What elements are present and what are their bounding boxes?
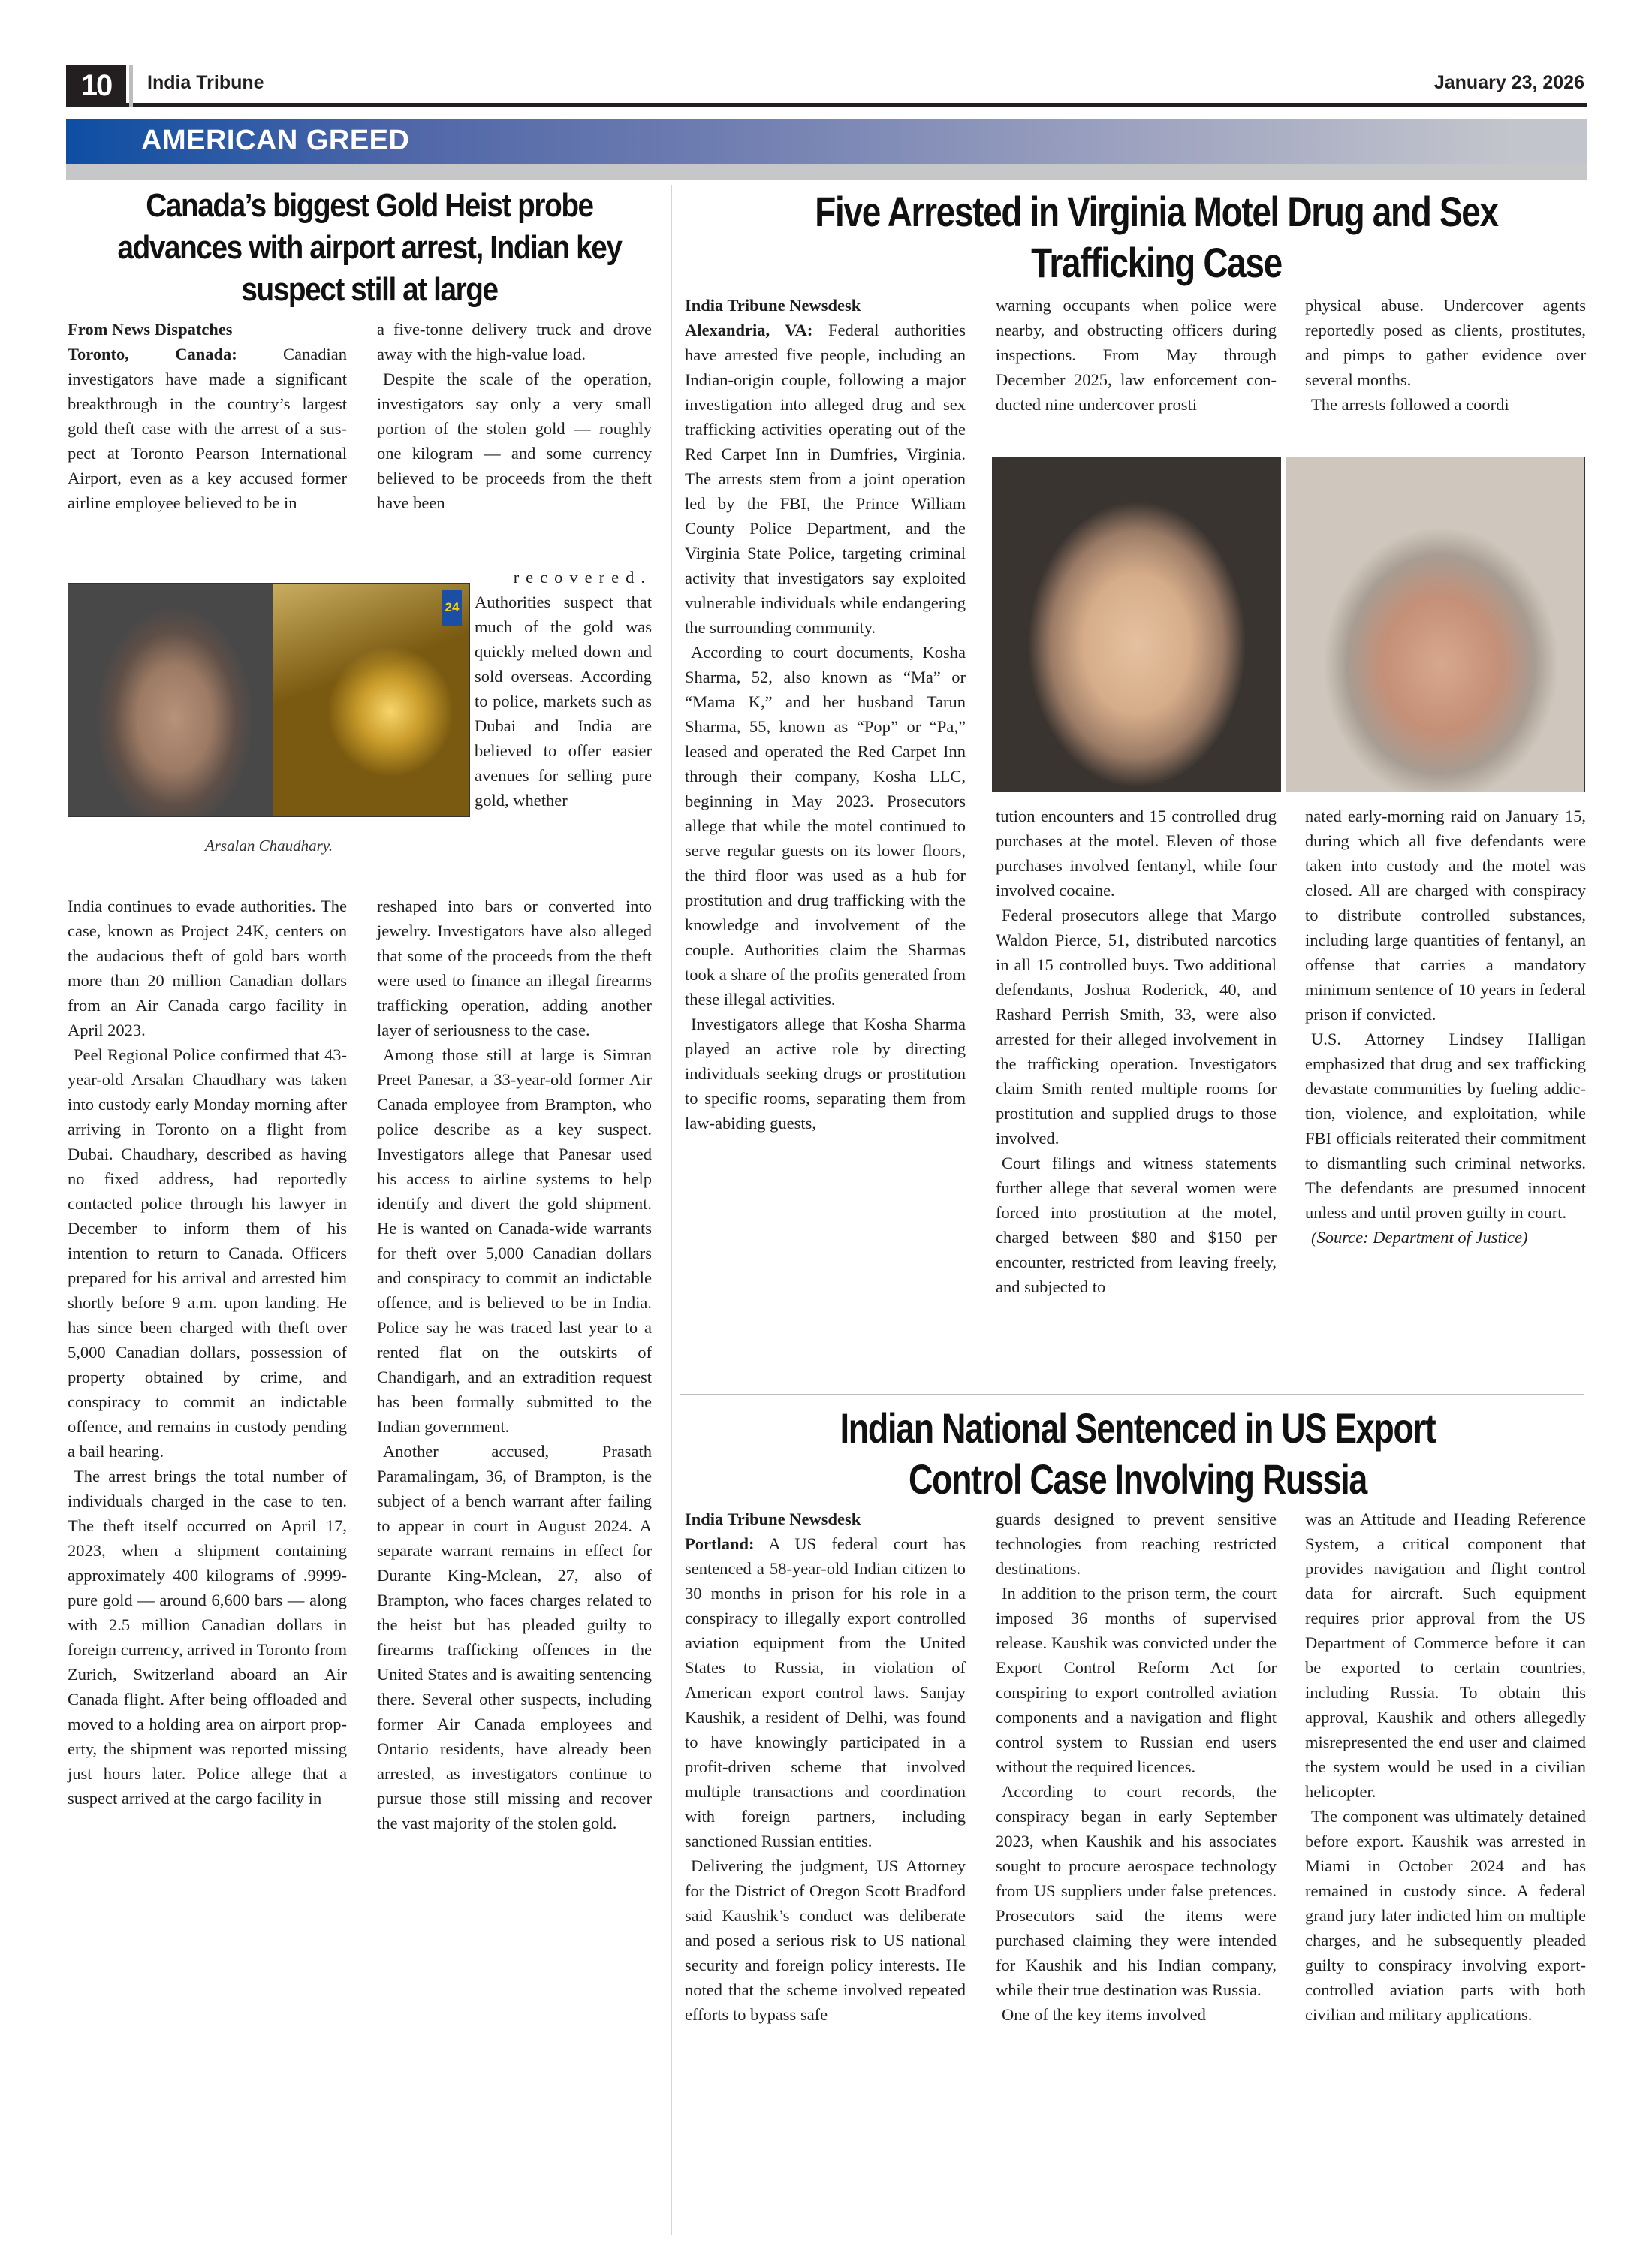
paragraph: reshaped into bars or converted into jewelry. Investigators have also alleged that some of the proceeds from the theft were used to finance an illegal firearms trafficking operation, adding another layer of seriousness to the case.: [377, 897, 652, 1039]
export-column-2: [996, 1507, 1277, 2027]
motel-mugshots-photo: [992, 457, 1585, 792]
paragraph: Among those still at large is Simran Preet Panesar, a 33-year-old former Air Canada employee from Brampton, who police describe as a key suspect. Investigators allege that Panesar used his access to airline systems to help identify and divert the gold shipment. He is wanted on Canada-wide warrants for theft over 5,000 Canadian dollars and conspiracy to commit an indictable offence, and is believed to be in India. Police say he was traced last year to a rented flat on the outskirts of Chandigarh, and an extradition request has been formally submitted to the Indian government.: [377, 1045, 652, 1436]
motel-column-3-bottom: [1305, 804, 1586, 1250]
paragraph: was an Attitude and Heading Reference System, a critical component that provides navigation and flight control data for aircraft. Such equipment requires prior approval from the US Department of Commerce before it can be exported to certain countries, including Russia. To obtain this approval, Kaushik and others allegedly misrepresented the end user and claimed the system would be used in a civilian helicopter.: [1305, 1510, 1586, 1801]
paragraph: India continues to evade authorities. The case, known as Project 24K, centers on the audacious theft of gold bars worth more than 20 million Canadian dollars from an Air Canada cargo facility in April 2023.: [68, 897, 347, 1039]
motel-lead-paragraph: Alexandria, VA: Federal authorities have arrested five people, including an Indian-origin couple, following a major investigation into alleged drug and sex trafficking activities operating out of the Red Carpet Inn in Dumfries, Virginia. The arrests stem from a joint operation led by the FBI, the Prince William County Police Department, and the Virginia State Police, targeting criminal activity that investigators say exploited vulnerable individuals while endangering the surrounding community.: [685, 321, 966, 637]
paragraph: According to court records, the conspiracy began in early September 2023, when Kaushik and his associates sought to procure aerospace technology from US suppliers under false pretences. Prosecutors said the items were purchased claiming they were intended for Kaushik and his Indian company, while their true destination was Russia.: [996, 1782, 1277, 1999]
header-divider: [129, 65, 133, 107]
paragraph: In addition to the prison term, the court imposed 36 months of supervised release. Kaushik was convicted under the Export Control Reform Act for conspiring to export controlled aviation components and a navigation and flight control system to Russian end users without the required licences.: [996, 1584, 1277, 1776]
export-headline: Indian National Sentenced in US Export Control Case Involving Russia: [840, 1404, 1436, 1503]
paragraph: Delivering the judgment, US Attorney for the District of Oregon Scott Bradford said Kaushik’s conduct was deliberate and posed a serious risk to US national security and foreign policy interests. He noted that the scheme involved repeated efforts to bypass safe: [685, 1856, 966, 2024]
gold-heist-column-2-bottom: [377, 894, 652, 1835]
gold-heist-lead-paragraph: Toronto, Canada: Canadian investigators have made a significant breakthrough in the country’s largest gold theft case with the arrest of a suspect at Toronto Pearson International Airport, even as a key accused former airline employee believed to be in: [68, 345, 348, 512]
paragraph: tution encounters and 15 controlled drug purchases at the motel. Eleven of those purchases involved fentanyl, while four involved cocaine.: [996, 807, 1277, 900]
export-dateline: Portland:: [685, 1534, 755, 1553]
section-banner: [66, 119, 1587, 164]
motel-column-3-top: [1305, 293, 1586, 417]
gold-heist-recovered-word: recovered.: [513, 568, 652, 587]
issue-date: January 23, 2026: [1433, 72, 1584, 93]
export-lead-paragraph: Portland: A US federal court has sentenced a 58-year-old Indian citizen to 30 months in prison for his role in a conspiracy to illegally export controlled aviation equipment from the United States to Russia, in violation of American export control laws. Sanjay Kaushik, a resident of Delhi, was found to have knowingly participated in a profit-driven scheme that involved multiple transactions and coordination with foreign partners, including sanctioned Russian entities.: [685, 1534, 966, 1850]
motel-column-2-bottom: [996, 804, 1277, 1299]
paragraph: The arrests followed a coordi: [1311, 395, 1509, 414]
kosha-sharma-mugshot-image: [993, 457, 1281, 792]
gold-heist-headline: Canada’s biggest Gold Heist probe advances with airport arrest, Indian key suspect still at large: [117, 187, 622, 308]
paragraph: physical abuse. Undercover agents reportedly posed as clients, prostitutes, and pimps to gather evidence over several months.: [1305, 296, 1586, 389]
paragraph: According to court documents, Kosha Sharma, 52, also known as “Ma” or “Mama K,” and her husband Tarun Sharma, 55, known as “Pop” or “Pa,” leased and operated the Red Carpet Inn through their company, Kosha LLC, beginning in May 2023. Prosecutors allege that while the motel continued to serve regular guests on its lower floors, the third floor was used as a hub for prostitution and drug trafficking with the knowledge and involvement of the couple. Authorities claim the Sharmas took a share of the profits generated from these illegal activities.: [685, 643, 966, 1009]
gold-heist-byline: From News Dispatches: [68, 320, 233, 339]
tarun-sharma-mugshot-image: [1286, 457, 1584, 792]
export-column-3: [1305, 1507, 1586, 2027]
motel-column-2-top: [996, 293, 1277, 417]
paragraph: Despite the scale of the operation, investigators say only a very small portion of the stolen gold — roughly one kilogram — and some currency believed to be proceeds from the theft have been: [377, 369, 652, 512]
gold-bars-image: [273, 584, 469, 816]
paragraph: U.S. Attorney Lindsey Halligan emphasized that drug and sex trafficking devastate communities by fueling addiction, violence, and exploitation, while FBI officials reiterated their commitment to dismantling such criminal networks. The defendants are presumed innocent unless and until proven guilty in court.: [1305, 1030, 1586, 1222]
paragraph: Another accused, Prasath Paramalingam, 36, of Brampton, is the subject of a bench warrant after failing to appear in court in August 2024. A separate warrant remains in effect for Durante King-Mclean, 27, also of Brampton, who faces charges related to the heist but has pleaded guilty to firearms trafficking offences in the United States and is awaiting sentencing there. Several other suspects, including former Air Canada employees and Ontario residents, have already been arrested, as investigators continue to pursue those still missing and recover the vast majority of the stolen gold.: [377, 1442, 652, 1832]
gold-heist-column-1-top: [68, 317, 347, 515]
export-byline: India Tribune Newsdesk: [685, 1510, 861, 1528]
gold-heist-dateline: Toronto, Canada:: [68, 345, 237, 363]
suspect-mugshot-image: [68, 584, 273, 816]
export-column-1: [685, 1507, 966, 2027]
gold-heist-photo-caption: Arsalan Chaudhary.: [204, 837, 333, 855]
paragraph: The component was ultimately detained before export. Kaushik was arrested in Miami in October 2024 and has remained in custody since. A federal grand jury later indicted him on multiple charges, and he subsequently pleaded guilty to conspiracy involving export-controlled aviation parts with both civilian and military applications.: [1305, 1807, 1586, 2024]
page-number: 10: [66, 65, 126, 107]
news24-logo-icon: 24: [442, 590, 462, 626]
article-divider: [680, 1394, 1584, 1395]
publication-name: India Tribune: [147, 72, 264, 93]
paragraph: nated early-morning raid on January 15, during which all five defendants were taken into custody and the motel was closed. All are charged with conspiracy to distribute controlled substances, including large quantities of fentanyl, an offense that carries a mandatory minimum sentence of 10 years in federal prison if convicted.: [1305, 807, 1586, 1024]
section-title: AMERICAN GREED: [141, 125, 410, 156]
paragraph: guards designed to prevent sensitive technologies from reaching restricted destinations.: [996, 1510, 1277, 1578]
motel-byline: India Tribune Newsdesk: [685, 296, 861, 315]
paragraph: Investigators allege that Kosha Sharma played an active role by directing individuals seeking drugs or prostitution to specific rooms, separating them from law-abiding guests,: [685, 1015, 966, 1133]
paragraph: Peel Regional Police confirmed that 43-year-old Arsalan Chaudhary was taken into custody early Monday morning after arriving in Toronto on a flight from Dubai. Chaudhary, described as having no fixed address, had reportedly contacted police through his lawyer in December to inform them of his intention to return to Canada. Officers prepared for his arrival and arrested him shortly before 9 a.m. upon landing. He has since been charged with theft over 5,000 Canadian dollars, possession of property obtained by crime, and conspiracy to commit an indictable offence, and remains in custody pending a bail hearing.: [68, 1045, 347, 1461]
motel-dateline: Alexandria, VA:: [685, 321, 813, 339]
column-divider: [671, 185, 672, 2235]
paragraph: Federal prosecutors allege that Margo Waldon Pierce, 51, distributed narcotics in all 15 controlled buys. Two additional defendants, Joshua Roderick, 40, and Rashard Perrish Smith, 33, were also arrested for their alleged involvement in the trafficking operation. Investigators claim Smith rented multiple rooms for prostitution and supplied drugs to those involved.: [996, 906, 1277, 1148]
paragraph: Court filings and witness statements further allege that several women were forced into prostitution at the motel, charged between $80 and $150 per encounter, restricted from leaving freely, and subjected to: [996, 1154, 1277, 1296]
paragraph: One of the key items involved: [1002, 2005, 1206, 2024]
motel-headline: Five Arrested in Virginia Motel Drug and Sex Trafficking Case: [815, 188, 1498, 286]
section-underline: [66, 164, 1587, 180]
gold-heist-image-wrap-text: Authorities suspect that much of the gold was quickly melted down and sold overseas. According to police, markets such as Dubai and India are believed to offer easier avenues for selling pure gold, whether: [475, 593, 652, 810]
gold-heist-column-1-bottom: [68, 894, 347, 1811]
page-header: [66, 65, 1587, 107]
paragraph: a five-tonne delivery truck and drove away with the high-value load.: [377, 320, 652, 363]
gold-heist-column-2-top: [377, 317, 652, 515]
motel-source-credit: (Source: Department of Justice): [1311, 1228, 1528, 1247]
paragraph: warning occupants when police were nearby, and obstructing officers during inspections. From May through December 2025, law enforcement conducted nine undercover prosti: [996, 296, 1277, 414]
motel-column-1: [685, 293, 966, 1136]
paragraph: The arrest brings the total number of individuals charged in the case to ten. The theft itself occurred on April 17, 2023, when a shipment containing approximately 400 kilograms of .9999-pure gold — around 6,600 bars — along with 2.5 million Canadian dollars in foreign currency, arrived in Toronto from Zurich, Switzerland aboard an Air Canada flight. After being offloaded and moved to a holding area on airport property, the shipment was reported missing just hours later. Police allege that a suspect arrived at the cargo facility in: [68, 1467, 347, 1808]
gold-heist-photo: [68, 583, 470, 817]
